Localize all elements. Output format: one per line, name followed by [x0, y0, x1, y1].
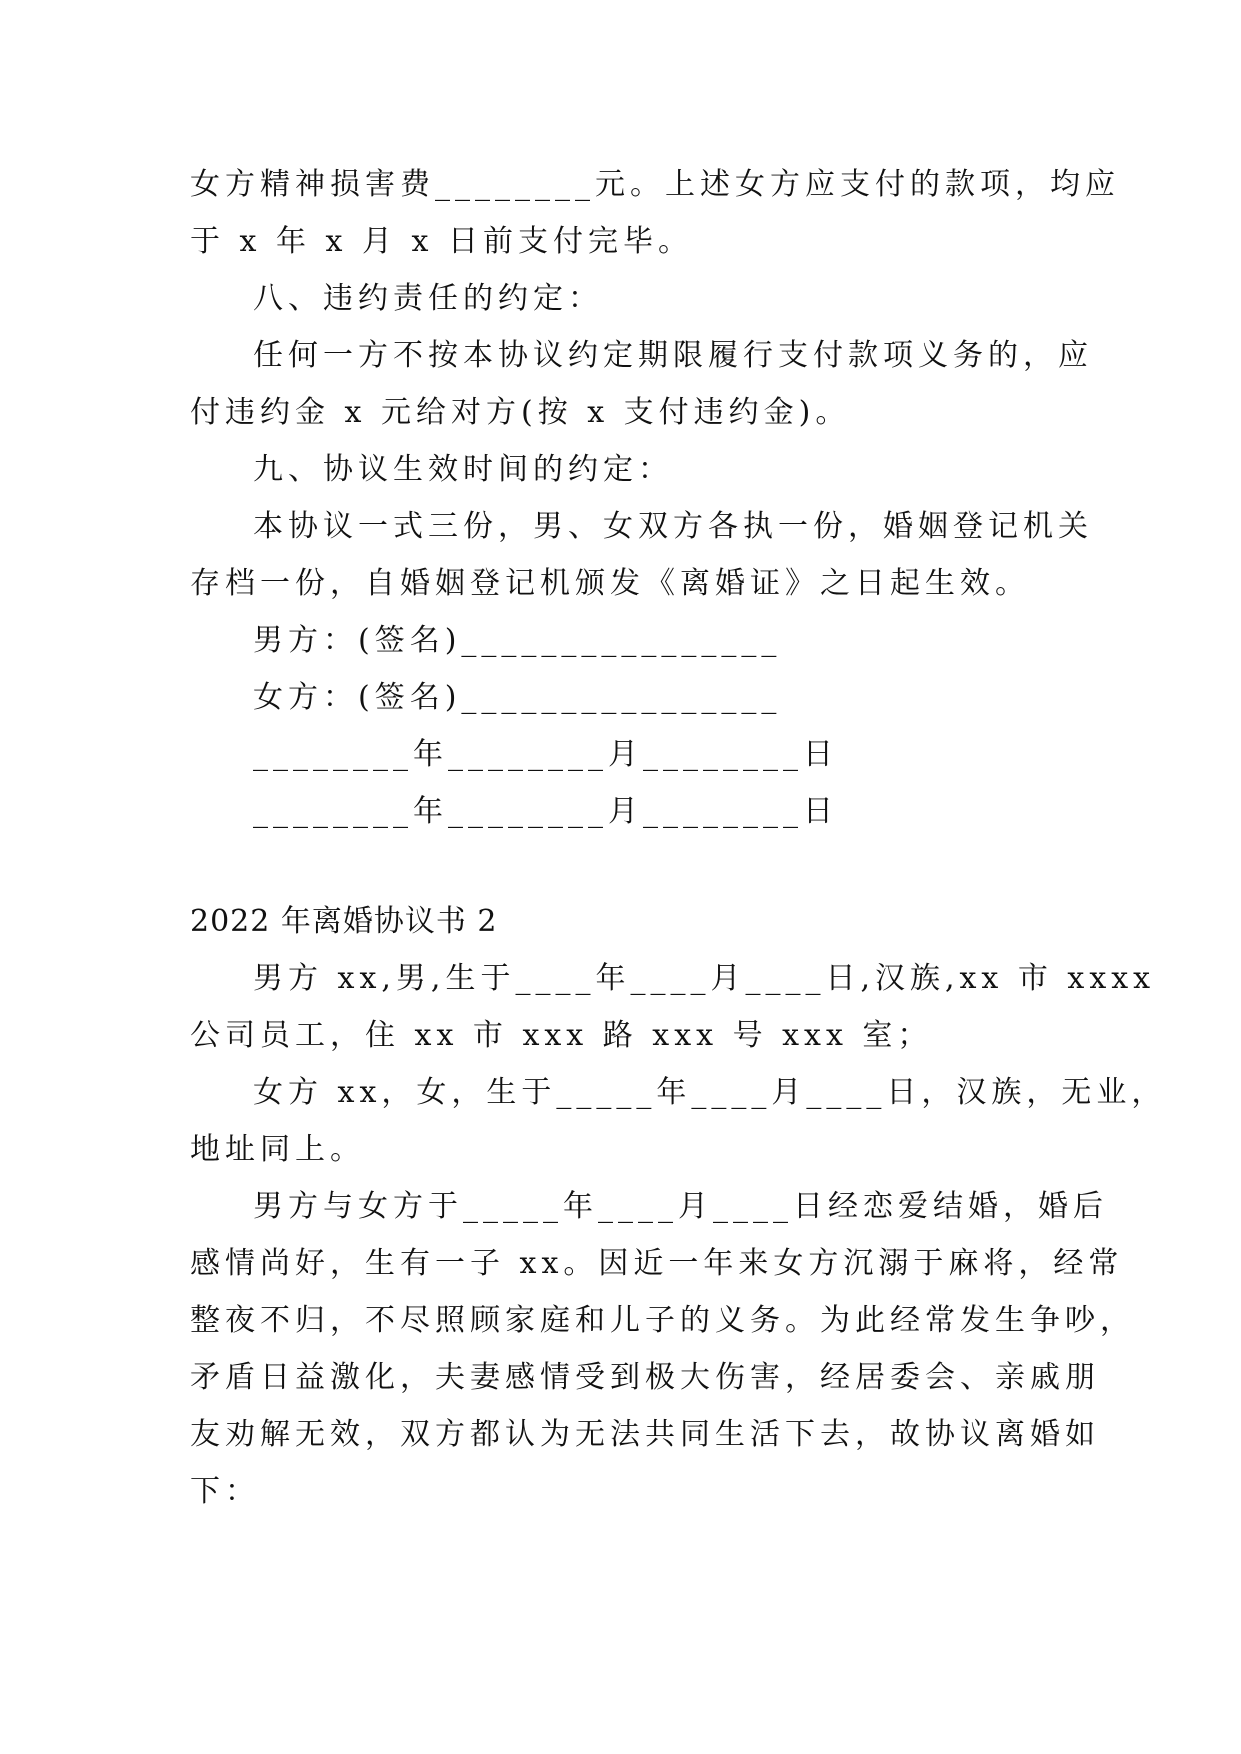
- text-line: 付违约金 x 元给对方(按 x 支付违约金)。: [190, 395, 851, 430]
- text-line: 于 x 年 x 月 x 日前支付完毕。: [190, 224, 693, 259]
- text-line: 友劝解无效，双方都认为无法共同生活下去，故协议离婚如: [190, 1417, 1100, 1452]
- text-line: 整夜不归，不尽照顾家庭和儿子的义务。为此经常发生争吵，: [190, 1303, 1135, 1338]
- text-line: 本协议一式三份，男、女双方各执一份，婚姻登记机关: [253, 509, 1093, 544]
- section-heading: 八、违约责任的约定：: [253, 281, 603, 316]
- female-signature-line: 女方：(签名)________________: [253, 680, 782, 715]
- section2-title: 2022 年离婚协议书 2: [190, 904, 498, 939]
- text-line: 下：: [190, 1474, 260, 1509]
- text-line: 地址同上。: [190, 1132, 365, 1167]
- text-line: 女方精神损害费________元。上述女方应支付的款项，均应: [190, 167, 1120, 202]
- text-line: 存档一份，自婚姻登记机颁发《离婚证》之日起生效。: [190, 566, 1030, 601]
- text-line: 女方 xx，女，生于_____年____月____日，汉族，无业，: [253, 1075, 1167, 1110]
- text-line: 男方 xx,男,生于____年____月____日,汉族,xx 市 xxxx: [253, 961, 1156, 996]
- text-line: 矛盾日益激化，夫妻感情受到极大伤害，经居委会、亲戚朋: [190, 1360, 1100, 1395]
- male-signature-line: 男方：(签名)________________: [253, 623, 782, 658]
- section-heading: 九、协议生效时间的约定：: [253, 452, 673, 487]
- text-line: 任何一方不按本协议约定期限履行支付款项义务的，应: [253, 338, 1093, 373]
- text-line: 男方与女方于_____年____月____日经恋爱结婚，婚后: [253, 1189, 1108, 1224]
- date-line: ________年________月________日: [253, 794, 838, 829]
- text-line: 感情尚好，生有一子 xx。因近一年来女方沉溺于麻将，经常: [190, 1246, 1124, 1281]
- date-line: ________年________月________日: [253, 737, 838, 772]
- text-line: 公司员工，住 xx 市 xxx 路 xxx 号 xxx 室；: [190, 1018, 933, 1053]
